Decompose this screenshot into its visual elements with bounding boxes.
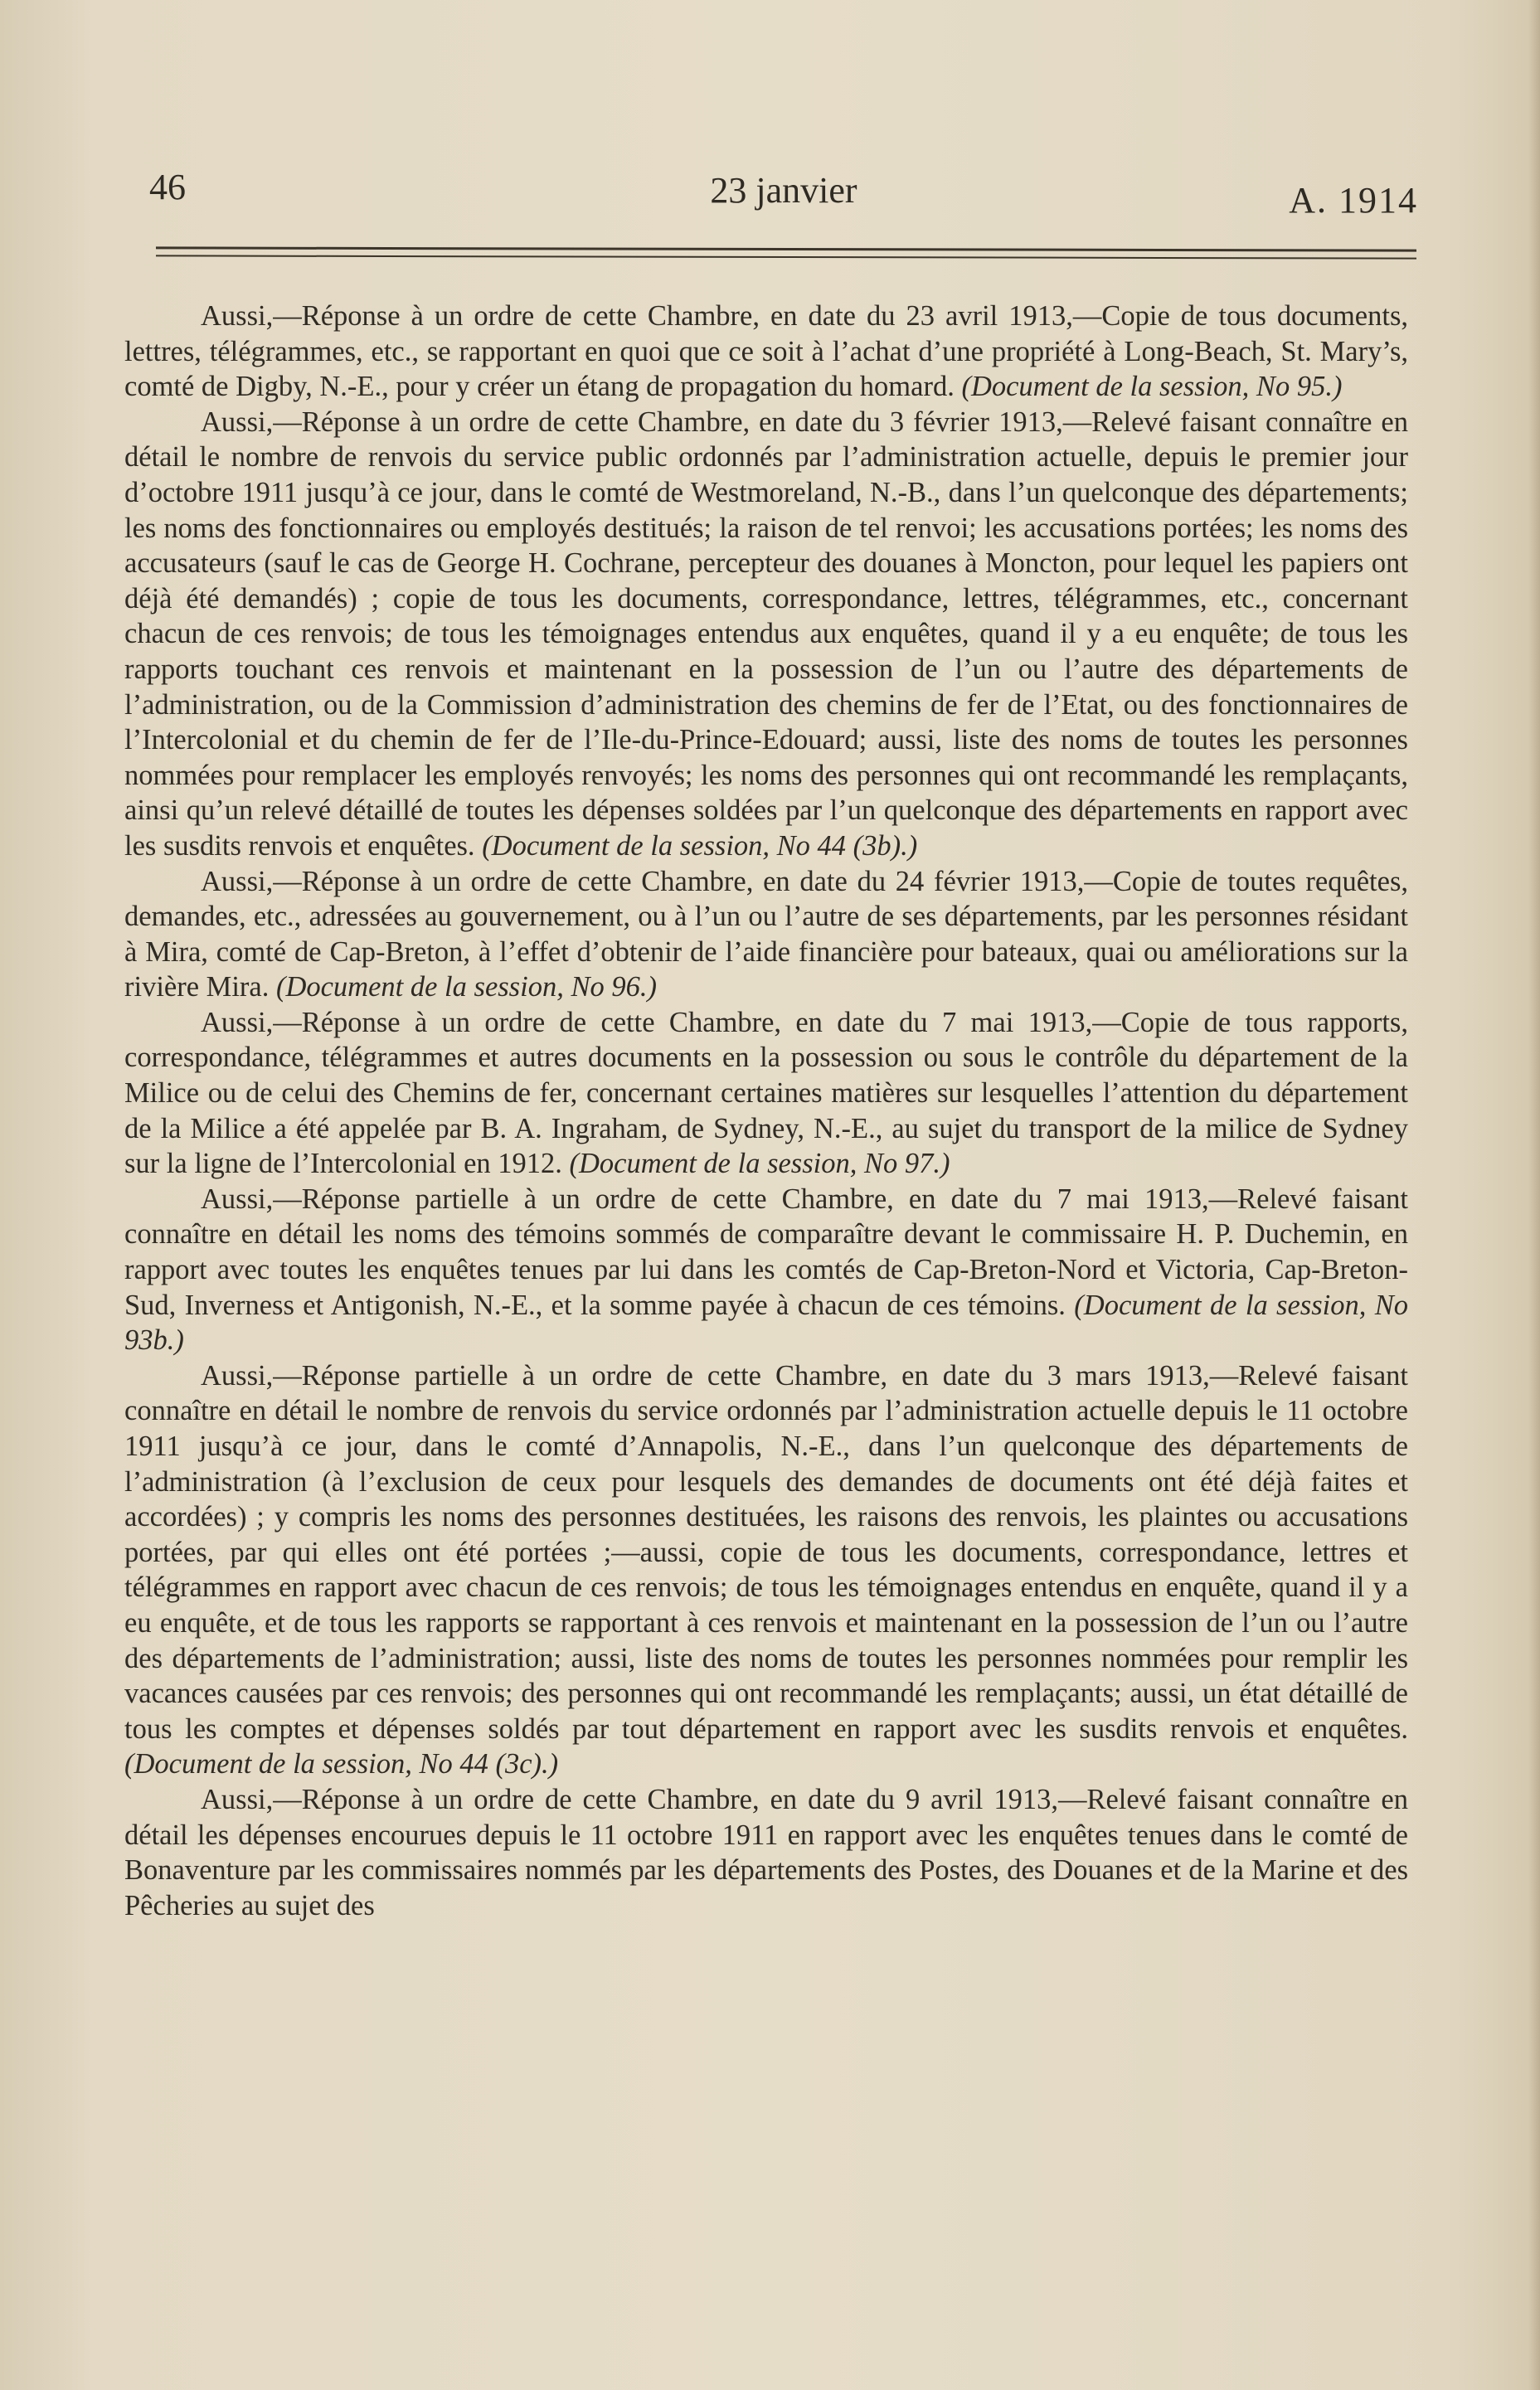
paragraph-text: Aussi,—Réponse à un ordre de cette Chambre, en date du 23 avril 1913,—Copie de tous documents, lettres, télégrammes, etc., se rapportant en quoi que ce soit à l’achat d’une propriété à Long-Beach, St. Mary’s, comté de Digby, N.-E., pour y créer un étang de propagation du homard.: [124, 300, 1408, 403]
document-reference: (Document de la session, No 93b.): [124, 1289, 1408, 1357]
paragraph: [124, 299, 1408, 405]
document-reference: (Document de la session, No 44 (3c).): [124, 1748, 559, 1780]
document-reference: (Document de la session, No 44 (3b).): [482, 829, 918, 862]
header-rule-thin: [156, 255, 1416, 259]
paragraph: [124, 864, 1408, 1005]
page-edge-shadow: [1528, 0, 1540, 2390]
paragraph: [124, 1182, 1408, 1358]
paragraph: [124, 405, 1408, 864]
document-reference: (Document de la session, No 95.): [961, 371, 1343, 403]
header-date: 23 janvier: [710, 170, 857, 211]
paragraph: [124, 1782, 1408, 1923]
paragraph-text: Aussi,—Réponse à un ordre de cette Chambre, en date du 7 mai 1913,—Copie de tous rapports, correspondance, télégrammes et autres documents en la possession ou sous le contrôle du département de la Milice ou de celui des Chemins de fer, concernant certaines matières sur lesquelles l’attention du département de la Milice a été appelée par B. A. Ingraham, de Sydney, N.-E., au sujet du transport de la milice de Sydney sur la ligne de l’Intercolonial en 1912.: [124, 1006, 1408, 1180]
paragraph-text: Aussi,—Réponse partielle à un ordre de cette Chambre, en date du 7 mai 1913,—Relevé faisant connaître en détail les noms des témoins sommés de comparaître devant le commissaire H. P. Duchemin, en rapport avec toutes les enquêtes tenues par lui dans les comtés de Cap-Breton-Nord et Victoria, Cap-Breton-Sud, Inverness et Antigonish, N.-E., et la somme payée à chacun de ces témoins.: [124, 1183, 1408, 1321]
paragraph: [124, 1358, 1408, 1782]
paragraph-text: Aussi,—Réponse à un ordre de cette Chambre, en date du 24 février 1913,—Copie de toutes requêtes, demandes, etc., adressées au gouvernement, ou à l’un ou l’autre de ses départements, par les personnes résidant à Mira, comté de Cap-Breton, à l’effet d’obtenir de l’aide financière pour bateaux, quai ou améliorations sur la rivière Mira.: [124, 865, 1408, 1003]
document-reference: (Document de la session, No 97.): [569, 1148, 950, 1180]
header-rule-thick: [156, 246, 1416, 251]
running-head: [149, 166, 1418, 224]
body-text: [124, 299, 1408, 1923]
paragraph-text: Aussi,—Réponse partielle à un ordre de cette Chambre, en date du 3 mars 1913,—Relevé faisant connaître en détail le nombre de renvois du service ordonnés par l’administration actuelle depuis le 11 octobre 1911 jusqu’à ce jour, dans le comté d’Annapolis, N.-E., dans l’un quelconque des départements de l’administration (à l’exclusion de ceux pour lesquels des demandes de documents ont été déjà faites et accordées) ; y compris les noms des personnes destituées, les raisons des renvois, les plaintes ou accusations portées, par qui elles ont été portées ;—aussi, copie de tous les documents, correspondance, lettres et télégrammes en rapport avec chacun de ces renvois; de tous les témoignages entendus en enquête, quand il y a eu enquête, et de tous les rapports se rapportant à ces renvois et maintenant en la possession de l’un ou l’autre des départements de l’administration; aussi, liste des noms de toutes les personnes nommées pour remplir les vacances causées par ces renvois; des personnes qui ont recommandé les remplaçants; aussi, un état détaillé de tous les comptes et dépenses soldés par tout département en rapport avec les susdits renvois et enquêtes.: [124, 1359, 1408, 1745]
paragraph-text: Aussi,—Réponse à un ordre de cette Chambre, en date du 9 avril 1913,—Relevé faisant connaître en détail les dépenses encourues depuis le 11 octobre 1911 en rapport avec les enquêtes tenues dans le comté de Bonaventure par les commissaires nommés par les départements des Postes, des Douanes et de la Marine et des Pêcheries au sujet des: [124, 1783, 1408, 1921]
header-year: A. 1914: [1289, 180, 1418, 221]
paragraph-text: Aussi,—Réponse à un ordre de cette Chambre, en date du 3 février 1913,—Relevé faisant connaître en détail le nombre de renvois du service public ordonnés par l’administration actuelle, depuis le premier jour d’octobre 1911 jusqu’à ce jour, dans le comté de Westmoreland, N.-B., dans l’un quelconque des départements; les noms des fonctionnaires ou employés destitués; la raison de tel renvoi; les accusations portées; les noms des accusateurs (sauf le cas de George H. Cochrane, percepteur des douanes à Moncton, pour lequel les papiers ont déjà été demandés) ; copie de tous les documents, correspondance, lettres, télégrammes, etc., concernant chacun de ces renvois; de tous les témoignages entendus aux enquêtes, quand il y a eu enquête; de tous les rapports touchant ces renvois et maintenant en la possession de l’un ou l’autre des départements de l’administration, ou de la Commission d’administration des chemins de fer de l’Etat, ou des fonctionnaires de l’Intercolonial et du chemin de fer de l’Ile-du-Prince-Edouard; aussi, liste des noms de toutes les personnes nommées pour remplacer les employés renvoyés; les noms des personnes qui ont recommandé les remplaçants, ainsi qu’un relevé détaillé de toutes les dépenses soldées par l’un quelconque des départements en rapport avec les susdits renvois et enquêtes.: [124, 406, 1408, 862]
page-number: 46: [149, 167, 186, 207]
paragraph: [124, 1005, 1408, 1182]
document-reference: (Document de la session, No 96.): [275, 971, 657, 1003]
